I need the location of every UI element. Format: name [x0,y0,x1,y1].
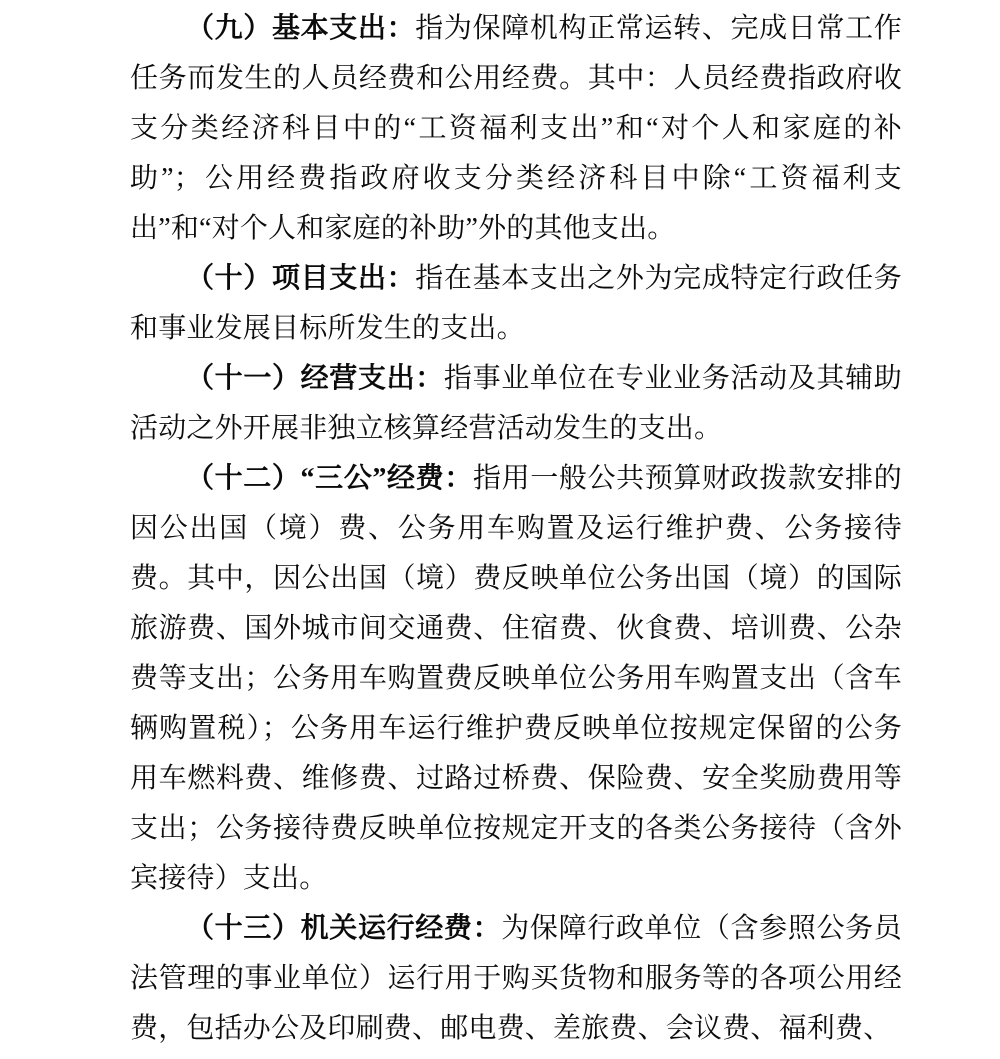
paragraph-operating-expenditure [130,354,902,454]
term-head-three-public-funds: （十二）“三公”经费： [186,463,473,494]
term-definition-project-expenditure: 指在基本支出之外为完成特定行政任务和事业发展目标所发生的支出。 [130,263,902,344]
term-definition-operating-expenditure: 指事业单位在专业业务活动及其辅助活动之外开展非独立核算经营活动发生的支出。 [130,363,902,444]
term-definition-basic-expenditure: 指为保障机构正常运转、完成日常工作任务而发生的人员经费和公用经费。其中：人员经费指政府收支分类经济科目中的“工资福利支出”和“对个人和家庭的补助”；公用经费指政府收支分类经济科目中除“工资福利支出”和“对个人和家庭的补助”外的其他支出。 [130,13,902,244]
term-head-operating-expenditure: （十一）经营支出： [186,363,444,394]
term-definition-agency-operation-funds: 为保障行政单位（含参照公务员法管理的事业单位）运行用于购买货物和服务等的各项公用经费，包括办公及印刷费、邮电费、差旅费、会议费、福利费、 [130,913,903,1044]
document-body [130,4,902,1054]
paragraph-basic-expenditure [130,4,902,254]
term-head-project-expenditure: （十）项目支出： [186,263,416,294]
term-head-agency-operation-funds: （十三）机关运行经费： [186,913,502,944]
paragraph-project-expenditure [130,254,902,354]
paragraph-three-public-funds [130,454,902,904]
term-definition-three-public-funds: 指用一般公共预算财政拨款安排的因公出国（境）费、公务用车购置及运行维护费、公务接待费。其中，因公出国（境）费反映单位公务出国（境）的国际旅游费、国外城市间交通费、住宿费、伙食费、培训费、公杂费等支出；公务用车购置费反映单位公务用车购置支出（含车辆购置税）；公务用车运行维护费反映单位按规定保留的公务用车燃料费、维修费、过路过桥费、保险费、安全奖励费用等支出；公务接待费反映单位按规定开支的各类公务接待（含外宾接待）支出。 [130,463,902,894]
term-head-basic-expenditure: （九）基本支出： [186,13,416,44]
paragraph-agency-operation-funds [130,904,902,1054]
